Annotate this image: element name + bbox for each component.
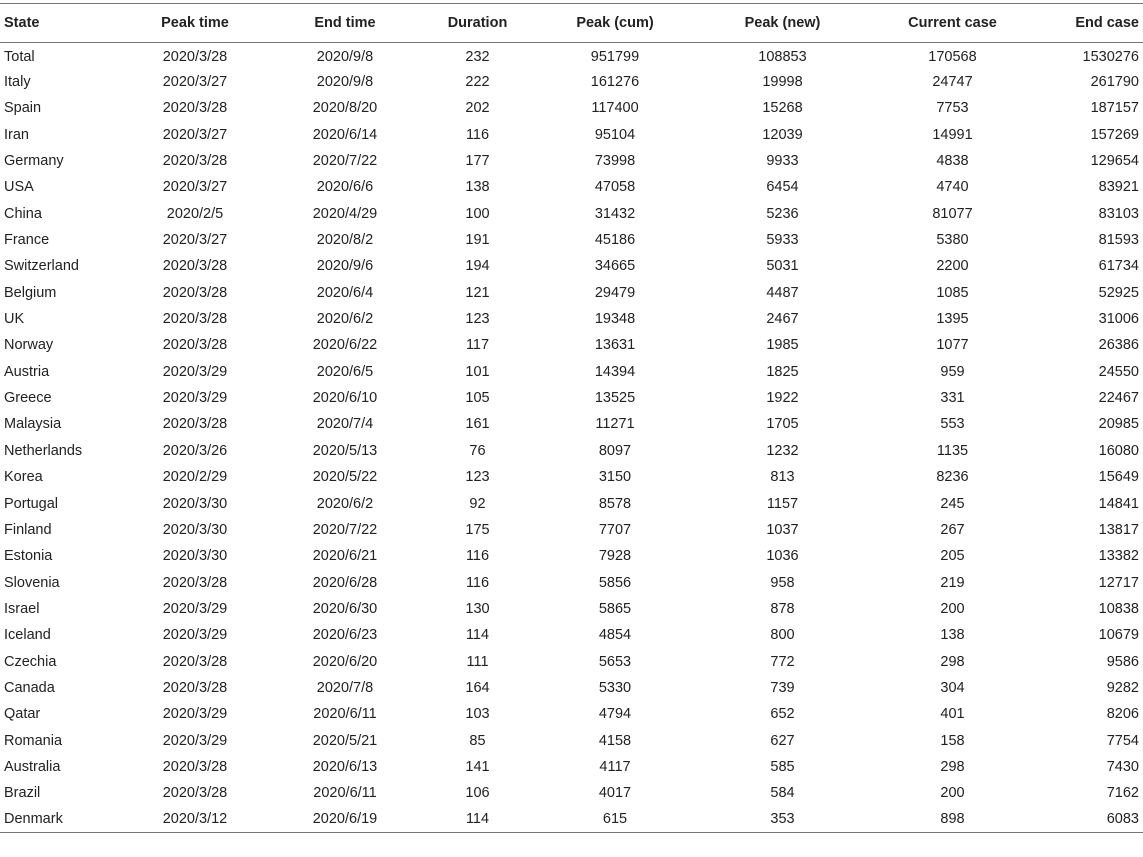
- cell-current-case: 205: [940, 548, 965, 565]
- cell-duration: 100: [465, 205, 490, 222]
- cell-peak-new: 108853: [758, 48, 807, 65]
- cell-peak-new: 1232: [766, 442, 799, 459]
- table-row: [0, 754, 1143, 780]
- cell-state: Australia: [4, 758, 61, 775]
- cell-duration: 161: [465, 416, 490, 433]
- cell-peak-cum: 5856: [598, 574, 632, 591]
- cell-peak-time: 2020/2/5: [166, 205, 224, 222]
- cell-peak-new: 353: [695, 806, 870, 832]
- table-row: [0, 122, 1143, 148]
- cell-peak-new: 1705: [766, 416, 799, 433]
- table-row: [0, 332, 1143, 358]
- cell-current-case: 2200: [936, 258, 969, 275]
- cell-duration: 101: [465, 363, 490, 380]
- cell-end-time: 2020/6/19: [270, 806, 420, 832]
- cell-state: China: [4, 205, 42, 222]
- cell-end-time: 2020/6/10: [312, 390, 378, 407]
- cell-duration: 121: [465, 284, 490, 301]
- cell-duration: 222: [465, 74, 490, 91]
- cell-peak-time: 2020/3/29: [162, 600, 228, 617]
- cell-end-time: 2020/6/20: [312, 653, 378, 670]
- cell-end-case: 52925: [1098, 284, 1139, 301]
- table-row: [0, 806, 1143, 832]
- cell-state: Czechia: [4, 653, 57, 670]
- cell-end-time: 2020/6/28: [312, 574, 378, 591]
- cell-end-time: 2020/8/2: [316, 232, 374, 249]
- cell-duration: 191: [465, 232, 490, 249]
- cell-end-time: 2020/6/30: [312, 600, 378, 617]
- cell-state: Qatar: [4, 706, 41, 723]
- cell-end-case: 9586: [1106, 653, 1139, 670]
- cell-state: Belgium: [4, 284, 57, 301]
- cell-state: Finland: [4, 521, 52, 538]
- cell-end-case: 261790: [1090, 74, 1139, 91]
- cell-end-case: 8206: [1106, 706, 1139, 723]
- cell-current-case: 4838: [936, 153, 969, 170]
- cell-peak-new: 800: [770, 627, 795, 644]
- table-row: [0, 253, 1143, 279]
- cell-peak-new: 5933: [766, 232, 799, 249]
- cell-end-time: 2020/9/8: [316, 48, 374, 65]
- cell-peak-time: 2020/3/28: [162, 679, 228, 696]
- table-body: [0, 43, 1143, 833]
- cell-peak-new: 627: [770, 732, 795, 749]
- table-row: [0, 622, 1143, 648]
- cell-peak-cum: 95104: [594, 126, 636, 143]
- header-peak-new: Peak (new): [695, 4, 870, 43]
- cell-peak-cum: 4158: [598, 732, 632, 749]
- cell-current-case: 331: [940, 390, 965, 407]
- cell-peak-cum: 5653: [598, 653, 632, 670]
- cell-end-case: 7754: [1106, 732, 1139, 749]
- cell-end-time: 2020/6/14: [312, 126, 378, 143]
- cell-duration: 103: [465, 706, 490, 723]
- cell-state: Slovenia: [4, 574, 60, 591]
- table-row: [0, 43, 1143, 69]
- cell-peak-cum: 8097: [598, 442, 632, 459]
- cell-duration: 141: [465, 758, 490, 775]
- cell-peak-cum: 31432: [594, 205, 636, 222]
- cell-peak-new: 878: [770, 600, 795, 617]
- cell-peak-cum: 8578: [598, 495, 632, 512]
- table-row: [0, 648, 1143, 674]
- cell-end-case: 16080: [1098, 442, 1139, 459]
- cell-end-time: 2020/6/11: [313, 706, 377, 723]
- cell-peak-cum: 117400: [591, 100, 639, 117]
- cell-end-time: 2020/8/20: [312, 100, 378, 117]
- table-row: [0, 517, 1143, 543]
- cell-end-case: 13817: [1098, 521, 1139, 538]
- cell-peak-cum: 4017: [598, 785, 632, 802]
- cell-end-time: 2020/6/6: [316, 179, 374, 196]
- cell-end-case: 9282: [1106, 679, 1139, 696]
- cell-current-case: 5380: [936, 232, 969, 249]
- cell-state: Switzerland: [4, 258, 79, 275]
- cell-current-case: 158: [940, 732, 965, 749]
- cell-current-case: 81077: [932, 205, 973, 222]
- cell-current-case: 1395: [936, 311, 969, 328]
- cell-end-time: 2020/5/22: [312, 469, 378, 486]
- cell-end-case: 7162: [1106, 785, 1139, 802]
- cell-end-case: 13382: [1098, 548, 1139, 565]
- cell-end-case: 14841: [1098, 495, 1139, 512]
- table-row: [0, 701, 1143, 727]
- cell-peak-cum: 7928: [598, 548, 632, 565]
- cell-current-case: 298: [940, 758, 965, 775]
- cell-current-case: 1135: [936, 442, 969, 459]
- cell-peak-time: 2020/3/27: [162, 232, 228, 249]
- table-row: [0, 780, 1143, 806]
- table-row: [0, 306, 1143, 332]
- cell-peak-time: 2020/3/29: [162, 706, 228, 723]
- cell-current-case: 200: [940, 600, 965, 617]
- header-end-time: End time: [270, 4, 420, 43]
- cell-state: Brazil: [4, 785, 41, 802]
- cell-end-time: 2020/6/2: [316, 311, 374, 328]
- cell-end-time: 2020/7/4: [316, 416, 374, 433]
- cell-current-case: 14991: [932, 126, 973, 143]
- cell-current-case: 304: [940, 679, 965, 696]
- cell-state: Denmark: [0, 806, 120, 832]
- table-header: [0, 4, 1143, 43]
- cell-peak-cum: 5330: [598, 679, 632, 696]
- cell-state: Estonia: [4, 548, 53, 565]
- cell-peak-cum: 73998: [594, 153, 636, 170]
- table-row: [0, 359, 1143, 385]
- cell-peak-cum: 45186: [594, 232, 636, 249]
- cell-current-case: 138: [940, 627, 965, 644]
- cell-peak-new: 958: [770, 574, 795, 591]
- cell-peak-cum: 19348: [594, 311, 636, 328]
- cell-duration: 123: [465, 469, 490, 486]
- cell-end-case: 83921: [1098, 179, 1139, 196]
- cell-peak-cum: 29479: [594, 284, 636, 301]
- cell-peak-cum: 4794: [598, 706, 632, 723]
- cell-end-case: 31006: [1098, 311, 1139, 328]
- cell-peak-new: 813: [770, 469, 795, 486]
- cell-state: Greece: [4, 390, 52, 407]
- cell-peak-cum: 4117: [599, 758, 631, 775]
- cell-duration: 123: [465, 311, 490, 328]
- cell-peak-time: 2020/3/28: [162, 785, 228, 802]
- cell-peak-new: 15268: [762, 100, 803, 117]
- cell-peak-time: 2020/3/28: [162, 574, 228, 591]
- cell-duration: 164: [465, 679, 490, 696]
- table-row: [0, 596, 1143, 622]
- cell-peak-time: 2020/3/27: [162, 126, 228, 143]
- table-row: [0, 411, 1143, 437]
- cell-end-case: 10679: [1098, 627, 1139, 644]
- cell-peak-time: 2020/3/30: [162, 521, 228, 538]
- cell-peak-new: 585: [770, 758, 795, 775]
- table-row: [0, 464, 1143, 490]
- cell-peak-new: 9933: [766, 153, 799, 170]
- cell-end-time: 2020/6/4: [316, 284, 374, 301]
- cell-state: Netherlands: [4, 442, 83, 459]
- cell-peak-time: 2020/3/30: [162, 495, 228, 512]
- cell-state: Israel: [4, 600, 40, 617]
- cell-state: Malaysia: [4, 416, 62, 433]
- cell-duration: 232: [465, 48, 490, 65]
- cell-current-case: 553: [940, 416, 965, 433]
- cell-state: Total: [4, 48, 35, 65]
- cell-peak-new: 772: [770, 653, 795, 670]
- cell-end-time: 2020/6/22: [312, 337, 378, 354]
- cell-end-time: 2020/5/13: [312, 442, 378, 459]
- cell-current-case: 219: [940, 574, 965, 591]
- cell-state: Romania: [4, 732, 63, 749]
- cell-peak-cum: 11271: [595, 416, 635, 433]
- cell-peak-cum: 5865: [598, 600, 632, 617]
- cell-duration: 114: [420, 806, 535, 832]
- cell-peak-new: 5031: [766, 258, 799, 275]
- cell-duration: 138: [465, 179, 490, 196]
- cell-peak-time: 2020/3/28: [162, 416, 228, 433]
- header-state: State: [0, 4, 120, 43]
- cell-state: France: [4, 232, 50, 249]
- cell-end-case: 157269: [1090, 126, 1139, 143]
- cell-duration: 202: [465, 100, 490, 117]
- table-row: [0, 543, 1143, 569]
- cell-peak-new: 19998: [762, 74, 803, 91]
- cell-peak-time: 2020/3/28: [162, 653, 228, 670]
- cell-end-time: 2020/4/29: [312, 205, 378, 222]
- cell-peak-new: 1037: [766, 521, 799, 538]
- cell-end-time: 2020/9/8: [316, 74, 374, 91]
- cell-end-case: 22467: [1098, 390, 1139, 407]
- cell-end-time: 2020/7/22: [312, 521, 378, 538]
- cell-end-case: 81593: [1098, 232, 1139, 249]
- cell-duration: 105: [465, 390, 490, 407]
- cell-duration: 117: [465, 337, 490, 354]
- cell-duration: 116: [465, 574, 490, 591]
- cell-state: Italy: [4, 74, 31, 91]
- cell-peak-time: 2020/3/29: [162, 390, 228, 407]
- header-end-case: End case: [1035, 4, 1143, 43]
- table-row: [0, 227, 1143, 253]
- cell-state: Korea: [4, 469, 43, 486]
- cell-current-case: 267: [940, 521, 965, 538]
- cell-peak-new: 652: [770, 706, 795, 723]
- cell-duration: 114: [465, 627, 490, 644]
- cell-peak-time: 2020/3/29: [162, 363, 228, 380]
- cell-state: UK: [4, 311, 25, 328]
- cell-current-case: 298: [940, 653, 965, 670]
- cell-peak-time: 2020/3/27: [162, 74, 228, 91]
- cell-current-case: 170568: [928, 48, 977, 65]
- cell-end-case: 6083: [1035, 806, 1143, 832]
- header-peak-time: Peak time: [120, 4, 270, 43]
- cell-duration: 92: [469, 495, 486, 512]
- cell-duration: 116: [465, 126, 490, 143]
- cell-current-case: 200: [940, 785, 965, 802]
- cell-state: Iran: [4, 126, 29, 143]
- cell-peak-time: 2020/3/12: [120, 806, 270, 832]
- table-row: [0, 280, 1143, 306]
- cell-peak-time: 2020/3/27: [162, 179, 228, 196]
- cell-peak-new: 584: [770, 785, 795, 802]
- cell-peak-cum: 7707: [598, 521, 632, 538]
- cell-peak-new: 2467: [766, 311, 799, 328]
- cell-end-time: 2020/5/21: [312, 732, 378, 749]
- cell-state: Austria: [4, 363, 50, 380]
- cell-duration: 76: [469, 442, 486, 459]
- data-table: [0, 3, 1143, 833]
- table-row: [0, 95, 1143, 121]
- cell-state: Norway: [4, 337, 54, 354]
- cell-current-case: 1085: [936, 284, 969, 301]
- cell-end-time: 2020/7/22: [312, 153, 378, 170]
- cell-duration: 85: [469, 732, 486, 749]
- cell-peak-cum: 3150: [598, 469, 632, 486]
- cell-end-case: 1530276: [1082, 48, 1139, 65]
- cell-peak-cum: 951799: [590, 48, 640, 65]
- cell-peak-new: 6454: [766, 179, 799, 196]
- cell-end-time: 2020/6/2: [316, 495, 374, 512]
- cell-peak-cum: 14394: [594, 363, 636, 380]
- cell-state: Canada: [4, 679, 55, 696]
- cell-end-case: 187157: [1090, 100, 1139, 117]
- cell-end-case: 7430: [1106, 758, 1139, 775]
- cell-peak-cum: 161276: [590, 74, 640, 91]
- cell-end-case: 10838: [1098, 600, 1139, 617]
- cell-peak-time: 2020/3/28: [162, 153, 228, 170]
- cell-current-case: 1077: [936, 337, 969, 354]
- cell-peak-new: 739: [770, 679, 795, 696]
- cell-end-case: 129654: [1090, 153, 1139, 170]
- cell-peak-new: 1985: [766, 337, 799, 354]
- table-row: [0, 727, 1143, 753]
- cell-state: Iceland: [4, 627, 51, 644]
- cell-duration: 106: [465, 785, 490, 802]
- cell-end-case: 24550: [1098, 363, 1139, 380]
- cell-duration: 175: [465, 521, 490, 538]
- cell-peak-time: 2020/3/28: [162, 311, 228, 328]
- header-peak-cum: Peak (cum): [535, 4, 695, 43]
- cell-peak-cum: 13631: [594, 337, 636, 354]
- table-row: [0, 490, 1143, 516]
- cell-state: Spain: [4, 100, 42, 117]
- cell-peak-time: 2020/3/28: [162, 337, 228, 354]
- cell-end-case: 15649: [1098, 469, 1139, 486]
- cell-end-time: 2020/6/23: [312, 627, 378, 644]
- cell-end-case: 12717: [1098, 574, 1139, 591]
- cell-end-time: 2020/6/11: [313, 785, 377, 802]
- cell-end-case: 20985: [1098, 416, 1139, 433]
- cell-peak-cum: 4854: [598, 627, 632, 644]
- cell-peak-time: 2020/3/28: [162, 48, 228, 65]
- table-row: [0, 201, 1143, 227]
- cell-current-case: 401: [940, 706, 965, 723]
- cell-current-case: 7753: [936, 100, 969, 117]
- cell-peak-time: 2020/3/29: [162, 732, 228, 749]
- cell-current-case: 8236: [936, 469, 969, 486]
- cell-peak-time: 2020/2/29: [162, 469, 228, 486]
- header-row: [0, 4, 1143, 43]
- table-row: [0, 675, 1143, 701]
- cell-peak-time: 2020/3/28: [162, 284, 228, 301]
- cell-current-case: 4740: [936, 179, 969, 196]
- cell-current-case: 959: [940, 363, 965, 380]
- cell-duration: 111: [466, 653, 489, 670]
- cell-current-case: 898: [870, 806, 1035, 832]
- cell-peak-time: 2020/3/26: [162, 442, 228, 459]
- cell-end-case: 26386: [1098, 337, 1139, 354]
- cell-peak-time: 2020/3/29: [162, 627, 228, 644]
- cell-peak-cum: 47058: [594, 179, 636, 196]
- header-current-case: Current case: [870, 4, 1035, 43]
- cell-current-case: 24747: [932, 74, 973, 91]
- table-row: [0, 385, 1143, 411]
- cell-state: Germany: [4, 153, 64, 170]
- cell-peak-new: 1922: [766, 390, 799, 407]
- header-duration: Duration: [420, 4, 535, 43]
- cell-peak-new: 5236: [766, 205, 799, 222]
- cell-peak-new: 1825: [766, 363, 799, 380]
- cell-state: USA: [4, 179, 34, 196]
- cell-peak-new: 12039: [762, 126, 803, 143]
- cell-peak-time: 2020/3/28: [162, 100, 228, 117]
- table-row: [0, 174, 1143, 200]
- cell-duration: 194: [465, 258, 490, 275]
- cell-end-time: 2020/9/6: [316, 258, 374, 275]
- cell-end-time: 2020/6/5: [316, 363, 374, 380]
- cell-peak-time: 2020/3/30: [162, 548, 228, 565]
- table-row: [0, 569, 1143, 595]
- cell-end-time: 2020/6/21: [312, 548, 378, 565]
- cell-current-case: 245: [940, 495, 965, 512]
- table-row: [0, 438, 1143, 464]
- cell-duration: 177: [465, 153, 490, 170]
- cell-peak-new: 1036: [766, 548, 799, 565]
- table-row: [0, 69, 1143, 95]
- table-row: [0, 148, 1143, 174]
- cell-end-case: 61734: [1098, 258, 1139, 275]
- cell-end-time: 2020/7/8: [316, 679, 374, 696]
- cell-peak-time: 2020/3/28: [162, 758, 228, 775]
- cell-end-case: 83103: [1098, 205, 1139, 222]
- cell-end-time: 2020/6/13: [312, 758, 378, 775]
- cell-peak-new: 1157: [766, 495, 799, 512]
- cell-peak-cum: 13525: [594, 390, 636, 407]
- cell-duration: 130: [465, 600, 490, 617]
- cell-peak-new: 4487: [766, 284, 799, 301]
- cell-state: Portugal: [4, 495, 59, 512]
- cell-peak-time: 2020/3/28: [162, 258, 228, 275]
- cell-peak-cum: 615: [535, 806, 695, 832]
- cell-peak-cum: 34665: [594, 258, 636, 275]
- cell-duration: 116: [465, 548, 490, 565]
